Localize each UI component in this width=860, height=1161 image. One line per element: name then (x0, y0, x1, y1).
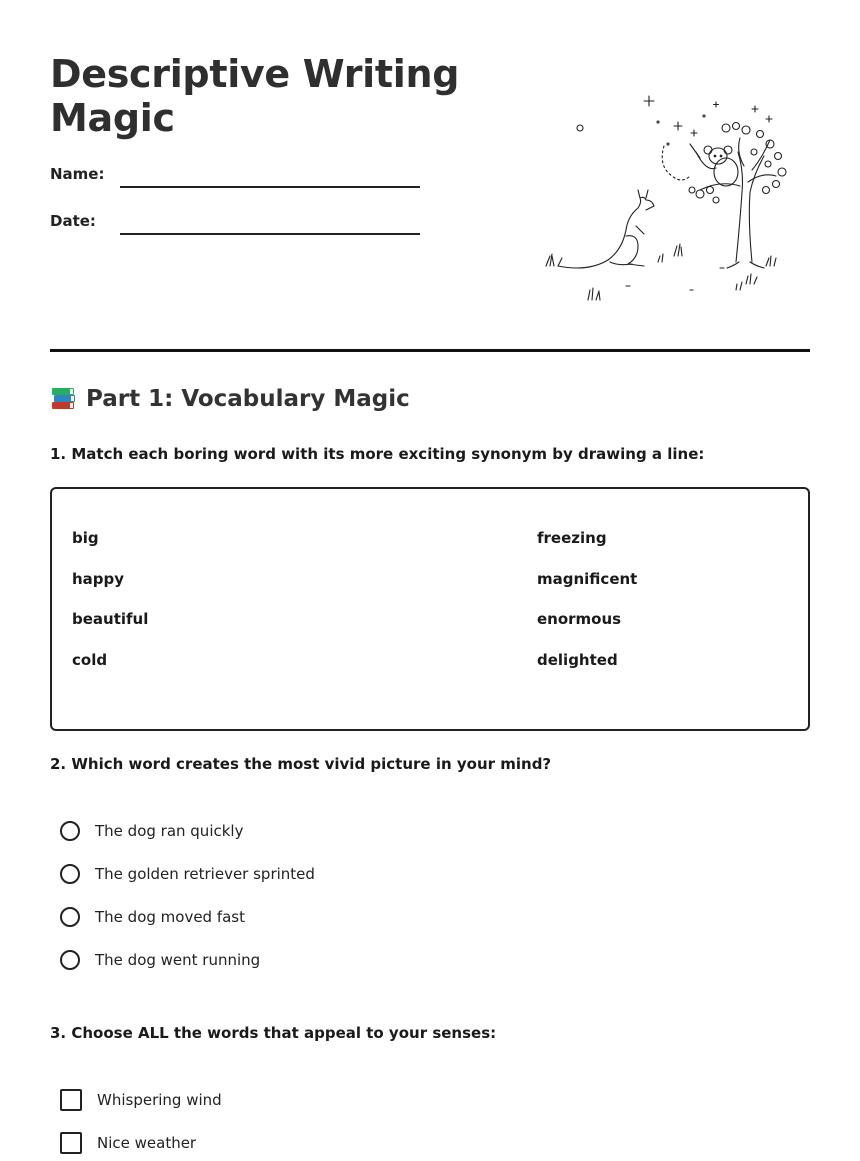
date-field[interactable] (120, 233, 420, 235)
match-right-word[interactable]: delighted (537, 651, 618, 669)
q3-option[interactable] (60, 1089, 222, 1111)
worksheet-page (50, 0, 810, 1161)
part1-heading-text: Part 1: Vocabulary Magic (86, 386, 410, 412)
q2-option-label: The dog went running (95, 951, 261, 969)
q3-option[interactable] (60, 1132, 196, 1154)
radio-button[interactable] (60, 821, 80, 841)
q3-option-label: Whispering wind (97, 1091, 222, 1109)
radio-button[interactable] (60, 950, 80, 970)
match-left-word[interactable]: beautiful (72, 610, 149, 628)
q2-option[interactable] (60, 864, 315, 884)
q2-option-label: The golden retriever sprinted (95, 865, 315, 883)
q2-option-label: The dog moved fast (95, 908, 246, 926)
name-field[interactable] (120, 186, 420, 188)
match-right-word[interactable]: magnificent (537, 570, 638, 588)
question-2-prompt: 2. Which word creates the most vivid picture in your mind? (50, 755, 552, 773)
match-left-word[interactable]: happy (72, 570, 125, 588)
q2-option[interactable] (60, 950, 260, 970)
q2-option-label: The dog ran quickly (95, 822, 244, 840)
radio-button[interactable] (60, 907, 80, 927)
kangaroo-koala-illustration (540, 86, 800, 310)
books-icon (50, 386, 78, 412)
date-label: Date: (50, 212, 96, 230)
header-divider (50, 349, 810, 352)
radio-button[interactable] (60, 864, 80, 884)
part1-heading (50, 386, 410, 412)
matching-box (50, 487, 810, 731)
name-label: Name: (50, 165, 105, 183)
q3-option-label: Nice weather (97, 1134, 197, 1152)
match-left-word[interactable]: cold (72, 651, 108, 669)
question-1-prompt: 1. Match each boring word with its more exciting synonym by drawing a line: (50, 445, 705, 463)
question-3-prompt: 3. Choose ALL the words that appeal to your senses: (50, 1024, 497, 1042)
q2-option[interactable] (60, 907, 245, 927)
checkbox[interactable] (60, 1132, 82, 1154)
match-right-word[interactable]: freezing (537, 529, 607, 547)
match-left-word[interactable]: big (72, 529, 99, 547)
q2-option[interactable] (60, 821, 243, 841)
checkbox[interactable] (60, 1089, 82, 1111)
worksheet-title: Descriptive Writing Magic (50, 52, 460, 140)
match-right-word[interactable]: enormous (537, 610, 622, 628)
